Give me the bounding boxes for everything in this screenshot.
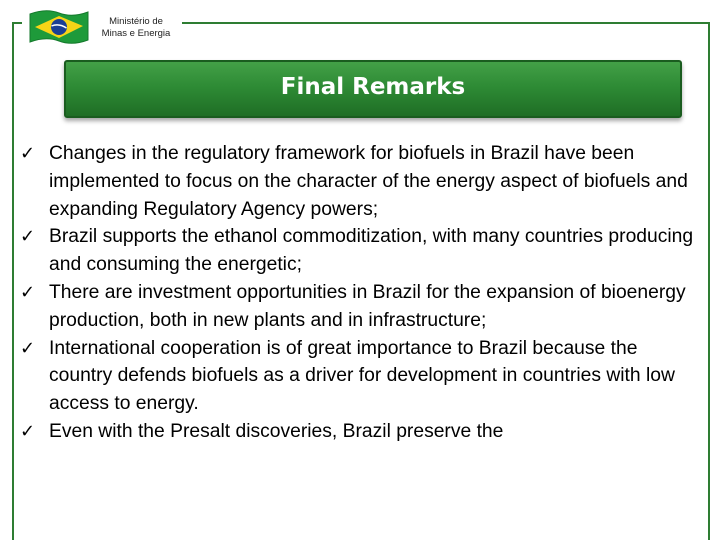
checkmark-icon: ✓ <box>20 281 36 303</box>
brazil-flag-icon <box>26 8 92 48</box>
list-item <box>20 223 700 279</box>
checkmark-icon: ✓ <box>20 337 36 359</box>
page-title: Final Remarks <box>280 74 466 100</box>
checkmark-icon: ✓ <box>20 143 36 164</box>
list-item-text: Even with the Presalt discoveries, Brazil preserve the <box>49 420 504 442</box>
list-item <box>20 335 700 418</box>
ministry-label <box>96 16 176 40</box>
ministry-line-2: Minas e Energia <box>101 28 171 39</box>
checkmark-icon: ✓ <box>20 226 36 248</box>
list-item-text: There are investment opportunities in Brazil for the expansion of bioenergy production, both in new plants and in infrastructure; <box>49 281 686 331</box>
list-item <box>20 140 700 223</box>
remarks-list <box>20 140 700 446</box>
list-item-text: Changes in the regulatory framework for biofuels in Brazil have been implemented to focus on the character of the energy aspect of biofuels and expanding Regulatory Agency powers; <box>49 143 688 220</box>
title-banner <box>64 60 682 118</box>
list-item <box>20 418 700 446</box>
list-item-text: Brazil supports the ethanol commoditization, with many countries producing and consuming the energetic; <box>49 226 694 276</box>
list-item <box>20 279 700 335</box>
list-item-text: International cooperation is of great importance to Brazil because the country defends biofuels as a driver for development in countries with low access to energy. <box>49 337 675 415</box>
checkmark-icon: ✓ <box>20 420 36 442</box>
ministry-line-1: Ministério de <box>109 16 163 27</box>
